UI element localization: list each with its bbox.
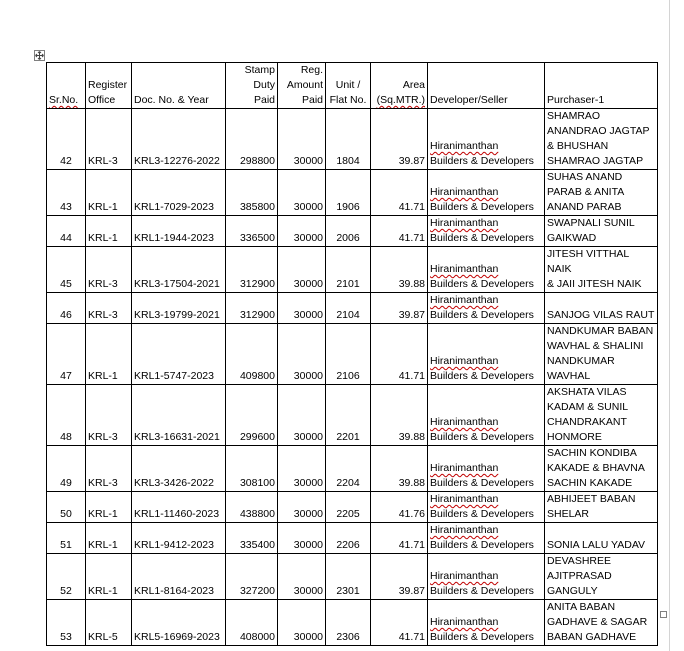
cell-doc-no[interactable]: KRL3-16631-2021 <box>132 385 226 446</box>
cell-developer[interactable] <box>428 247 545 293</box>
header-doc-no-year: Doc. No. & Year <box>132 63 226 109</box>
developer-name-line1: Hiranimanthan <box>430 524 499 536</box>
purchaser-name-line: WAVHAL & SHALINI <box>547 340 644 352</box>
cell-unit-flat[interactable]: 2206 <box>326 523 371 554</box>
cell-sr-no[interactable]: 53 <box>47 600 86 646</box>
cell-stamp-duty[interactable]: 312900 <box>226 247 278 293</box>
cell-doc-no[interactable]: KRL3-19799-2021 <box>132 293 226 324</box>
header-sr-no-text: Sr.No. <box>49 94 79 106</box>
cell-stamp-duty[interactable]: 299600 <box>226 385 278 446</box>
cell-area[interactable]: 41.71 <box>371 216 428 247</box>
cell-register-office[interactable]: KRL-3 <box>86 385 132 446</box>
cell-register-office[interactable]: KRL-1 <box>86 492 132 523</box>
cell-area[interactable]: 41.71 <box>371 523 428 554</box>
cell-purchaser[interactable] <box>545 109 658 170</box>
developer-name-line1: Hiranimanthan <box>430 294 499 306</box>
cell-developer[interactable] <box>428 170 545 216</box>
cell-sr-no[interactable]: 45 <box>47 247 86 293</box>
purchaser-name-line: DEVASHREE <box>547 555 611 567</box>
table-row[interactable] <box>47 293 658 324</box>
cell-developer[interactable] <box>428 554 545 600</box>
cell-area[interactable]: 39.88 <box>371 446 428 492</box>
developer-name-line1: Hiranimanthan <box>430 217 499 229</box>
header-register-office-line2: Office <box>88 94 116 106</box>
cell-doc-no[interactable]: KRL1-7029-2023 <box>132 170 226 216</box>
cell-sr-no[interactable]: 44 <box>47 216 86 247</box>
developer-name-line1: Hiranimanthan <box>430 263 499 275</box>
cell-unit-flat[interactable]: 2101 <box>326 247 371 293</box>
cell-unit-flat[interactable]: 2106 <box>326 324 371 385</box>
purchaser-name-line: ANANDRAO JAGTAP <box>547 125 650 137</box>
cell-register-office[interactable]: KRL-1 <box>86 324 132 385</box>
cell-doc-no[interactable]: KRL3-17504-2021 <box>132 247 226 293</box>
cell-stamp-duty[interactable]: 385800 <box>226 170 278 216</box>
registration-table[interactable] <box>46 62 658 646</box>
cell-developer[interactable] <box>428 492 545 523</box>
cell-area[interactable]: 41.71 <box>371 600 428 646</box>
purchaser-name-line: NANDKUMAR BABAN <box>547 325 654 337</box>
purchaser-name-line: ABHIJEET BABAN <box>547 493 636 505</box>
cell-sr-no[interactable]: 52 <box>47 554 86 600</box>
header-row <box>47 63 658 109</box>
purchaser-name-line: GADHAVE & SAGAR <box>547 616 648 628</box>
header-unit-flat-line1: Unit / <box>335 79 361 91</box>
purchaser-name-line: GAIKWAD <box>547 232 597 244</box>
developer-name-line1: Hiranimanthan <box>430 570 499 582</box>
cell-register-office[interactable]: KRL-3 <box>86 247 132 293</box>
purchaser-name-line: NANDKUMAR <box>547 355 615 367</box>
cell-stamp-duty[interactable]: 409800 <box>226 324 278 385</box>
developer-name-line2: Builders & Developers <box>430 278 534 290</box>
developer-name-line1: Hiranimanthan <box>430 140 499 152</box>
cell-doc-no[interactable]: KRL5-16969-2023 <box>132 600 226 646</box>
table-resize-handle[interactable] <box>660 611 667 618</box>
cell-area[interactable]: 41.71 <box>371 170 428 216</box>
cell-purchaser[interactable] <box>545 446 658 492</box>
developer-name-line1: Hiranimanthan <box>430 616 499 628</box>
header-register-office-line1: Register <box>88 79 128 91</box>
cell-stamp-duty[interactable]: 327200 <box>226 554 278 600</box>
header-reg-amount-line2: Amount <box>286 79 323 91</box>
header-purchaser: Purchaser-1 <box>545 63 658 109</box>
cell-register-office[interactable]: KRL-3 <box>86 293 132 324</box>
cell-unit-flat[interactable]: 1906 <box>326 170 371 216</box>
table-row[interactable] <box>47 554 658 600</box>
header-register-office <box>86 63 132 109</box>
cell-register-office[interactable]: KRL-3 <box>86 109 132 170</box>
header-reg-amount-line3: Paid <box>301 94 323 106</box>
purchaser-name-line: SHAMRAO JAGTAP <box>547 155 644 167</box>
cell-purchaser[interactable] <box>545 554 658 600</box>
developer-name-line2: Builders & Developers <box>430 370 534 382</box>
purchaser-name-line: SHAMRAO <box>547 110 601 122</box>
cell-purchaser[interactable] <box>545 247 658 293</box>
cell-area[interactable]: 39.87 <box>371 293 428 324</box>
table-row[interactable] <box>47 109 658 170</box>
cell-register-office[interactable]: KRL-3 <box>86 446 132 492</box>
table-row[interactable] <box>47 523 658 554</box>
cell-stamp-duty[interactable]: 298800 <box>226 109 278 170</box>
table-move-handle-icon[interactable] <box>34 50 45 61</box>
cell-doc-no[interactable]: KRL1-8164-2023 <box>132 554 226 600</box>
cell-sr-no[interactable]: 48 <box>47 385 86 446</box>
cell-sr-no[interactable]: 47 <box>47 324 86 385</box>
cell-sr-no[interactable]: 43 <box>47 170 86 216</box>
header-sr-no <box>47 63 86 109</box>
developer-name-line2: Builders & Developers <box>430 477 534 489</box>
cell-register-office[interactable]: KRL-1 <box>86 170 132 216</box>
table-row[interactable] <box>47 385 658 446</box>
cell-developer[interactable] <box>428 385 545 446</box>
developer-name-line1: Hiranimanthan <box>430 186 499 198</box>
purchaser-name-line: ANAND PARAB <box>547 201 622 213</box>
developer-name-line2: Builders & Developers <box>430 431 534 443</box>
cell-stamp-duty[interactable]: 335400 <box>226 523 278 554</box>
cell-stamp-duty[interactable]: 308100 <box>226 446 278 492</box>
cell-register-office[interactable]: KRL-1 <box>86 523 132 554</box>
purchaser-name-line: & BHUSHAN <box>547 140 609 152</box>
header-reg-amount-line1: Reg. <box>300 64 323 76</box>
purchaser-name-line: SUHAS ANAND <box>547 171 623 183</box>
cell-sr-no[interactable]: 42 <box>47 109 86 170</box>
cell-developer[interactable] <box>428 523 545 554</box>
header-reg-amount <box>278 63 326 109</box>
header-area-line2: (Sq.MTR.) <box>376 94 425 106</box>
cell-sr-no[interactable]: 49 <box>47 446 86 492</box>
header-stamp-duty-line3: Paid <box>253 94 275 106</box>
developer-name-line1: Hiranimanthan <box>430 493 499 505</box>
purchaser-name-line: AKSHATA VILAS <box>547 386 627 398</box>
cell-register-office[interactable]: KRL-1 <box>86 216 132 247</box>
header-stamp-duty <box>226 63 278 109</box>
header-unit-flat <box>326 63 371 109</box>
purchaser-name-line: BABAN GADHAVE <box>547 631 637 643</box>
header-developer: Developer/Seller <box>428 63 545 109</box>
cell-reg-amount[interactable]: 30000 <box>278 385 326 446</box>
cell-purchaser[interactable] <box>545 293 658 324</box>
cell-area[interactable]: 39.87 <box>371 109 428 170</box>
purchaser-name-line: SHELAR <box>547 508 590 520</box>
purchaser-name-line: CHANDRAKANT <box>547 416 627 428</box>
cell-reg-amount[interactable]: 30000 <box>278 324 326 385</box>
cell-purchaser[interactable] <box>545 600 658 646</box>
cell-unit-flat[interactable]: 2301 <box>326 554 371 600</box>
cell-doc-no[interactable]: KRL1-11460-2023 <box>132 492 226 523</box>
developer-name-line1: Hiranimanthan <box>430 416 499 428</box>
purchaser-name-line: ANITA BABAN <box>547 601 616 613</box>
purchaser-name-line: SWAPNALI SUNIL <box>547 217 635 229</box>
table-row[interactable] <box>47 446 658 492</box>
page-edge <box>669 0 670 651</box>
cell-unit-flat[interactable]: 2306 <box>326 600 371 646</box>
header-stamp-duty-line2: Duty <box>253 79 275 91</box>
cell-reg-amount[interactable]: 30000 <box>278 170 326 216</box>
purchaser-name-line: PARAB & ANITA <box>547 186 625 198</box>
developer-name-line2: Builders & Developers <box>430 508 534 520</box>
cell-reg-amount[interactable]: 30000 <box>278 109 326 170</box>
purchaser-name-line: SACHIN KONDIBA <box>547 447 637 459</box>
cell-reg-amount[interactable]: 30000 <box>278 492 326 523</box>
cell-purchaser[interactable] <box>545 170 658 216</box>
developer-name-line2: Builders & Developers <box>430 631 534 643</box>
table-row[interactable] <box>47 247 658 293</box>
table-row[interactable] <box>47 170 658 216</box>
table-row[interactable] <box>47 324 658 385</box>
developer-name-line2: Builders & Developers <box>430 539 534 551</box>
cell-sr-no[interactable]: 51 <box>47 523 86 554</box>
purchaser-name-line: & JAII JITESH NAIK <box>547 278 642 290</box>
cell-stamp-duty[interactable]: 312900 <box>226 293 278 324</box>
purchaser-name-line: KADAM & SUNIL <box>547 401 629 413</box>
purchaser-name-line: SONIA LALU YADAV <box>547 539 646 551</box>
cell-unit-flat[interactable]: 2205 <box>326 492 371 523</box>
cell-developer[interactable] <box>428 324 545 385</box>
cell-reg-amount[interactable]: 30000 <box>278 554 326 600</box>
developer-name-line2: Builders & Developers <box>430 309 534 321</box>
developer-name-line1: Hiranimanthan <box>430 355 499 367</box>
cell-area[interactable]: 39.88 <box>371 385 428 446</box>
cell-reg-amount[interactable]: 30000 <box>278 446 326 492</box>
cell-developer[interactable] <box>428 293 545 324</box>
cell-area[interactable]: 41.71 <box>371 324 428 385</box>
cell-developer[interactable] <box>428 600 545 646</box>
table-row[interactable] <box>47 600 658 646</box>
cell-purchaser[interactable] <box>545 324 658 385</box>
purchaser-name-line: WAVHAL <box>547 370 591 382</box>
developer-name-line2: Builders & Developers <box>430 232 534 244</box>
cell-reg-amount[interactable]: 30000 <box>278 216 326 247</box>
cell-unit-flat[interactable]: 2204 <box>326 446 371 492</box>
purchaser-name-line: AJITPRASAD <box>547 570 612 582</box>
cell-stamp-duty[interactable]: 438800 <box>226 492 278 523</box>
cell-unit-flat[interactable]: 2201 <box>326 385 371 446</box>
cell-purchaser[interactable] <box>545 492 658 523</box>
developer-name-line2: Builders & Developers <box>430 201 534 213</box>
cell-doc-no[interactable]: KRL1-1944-2023 <box>132 216 226 247</box>
cell-developer[interactable] <box>428 446 545 492</box>
cell-doc-no[interactable]: KRL3-3426-2022 <box>132 446 226 492</box>
cell-reg-amount[interactable]: 30000 <box>278 247 326 293</box>
cell-unit-flat[interactable]: 2104 <box>326 293 371 324</box>
cell-sr-no[interactable]: 50 <box>47 492 86 523</box>
developer-name-line2: Builders & Developers <box>430 585 534 597</box>
cell-reg-amount[interactable]: 30000 <box>278 600 326 646</box>
cell-doc-no[interactable]: KRL1-5747-2023 <box>132 324 226 385</box>
cell-area[interactable]: 39.88 <box>371 247 428 293</box>
purchaser-name-line: JITESH VITTHAL NAIK <box>547 248 629 275</box>
cell-area[interactable]: 39.87 <box>371 554 428 600</box>
cell-purchaser[interactable] <box>545 385 658 446</box>
cell-area[interactable]: 41.76 <box>371 492 428 523</box>
cell-sr-no[interactable]: 46 <box>47 293 86 324</box>
cell-reg-amount[interactable]: 30000 <box>278 293 326 324</box>
purchaser-name-line: KAKADE & BHAVNA <box>547 462 645 474</box>
cell-purchaser[interactable] <box>545 216 658 247</box>
purchaser-name-line: GANGULY <box>547 585 598 597</box>
cell-developer[interactable] <box>428 109 545 170</box>
purchaser-name-line: HONMORE <box>547 431 602 443</box>
cell-register-office[interactable]: KRL-5 <box>86 600 132 646</box>
header-stamp-duty-line1: Stamp <box>244 64 275 76</box>
purchaser-name-line: SACHIN KAKADE <box>547 477 633 489</box>
cell-unit-flat[interactable]: 2006 <box>326 216 371 247</box>
cell-register-office[interactable]: KRL-1 <box>86 554 132 600</box>
cell-stamp-duty[interactable]: 336500 <box>226 216 278 247</box>
cell-stamp-duty[interactable]: 408000 <box>226 600 278 646</box>
cell-purchaser[interactable] <box>545 523 658 554</box>
cell-unit-flat[interactable]: 1804 <box>326 109 371 170</box>
developer-name-line2: Builders & Developers <box>430 155 534 167</box>
developer-name-line1: Hiranimanthan <box>430 462 499 474</box>
cell-doc-no[interactable]: KRL3-12276-2022 <box>132 109 226 170</box>
purchaser-name-line: SANJOG VILAS RAUT <box>547 309 655 321</box>
header-area-line1: Area <box>402 79 425 91</box>
cell-developer[interactable] <box>428 216 545 247</box>
cell-reg-amount[interactable]: 30000 <box>278 523 326 554</box>
table-row[interactable] <box>47 492 658 523</box>
header-unit-flat-line2: Flat No. <box>329 94 367 106</box>
table-row[interactable] <box>47 216 658 247</box>
header-area <box>371 63 428 109</box>
cell-doc-no[interactable]: KRL1-9412-2023 <box>132 523 226 554</box>
